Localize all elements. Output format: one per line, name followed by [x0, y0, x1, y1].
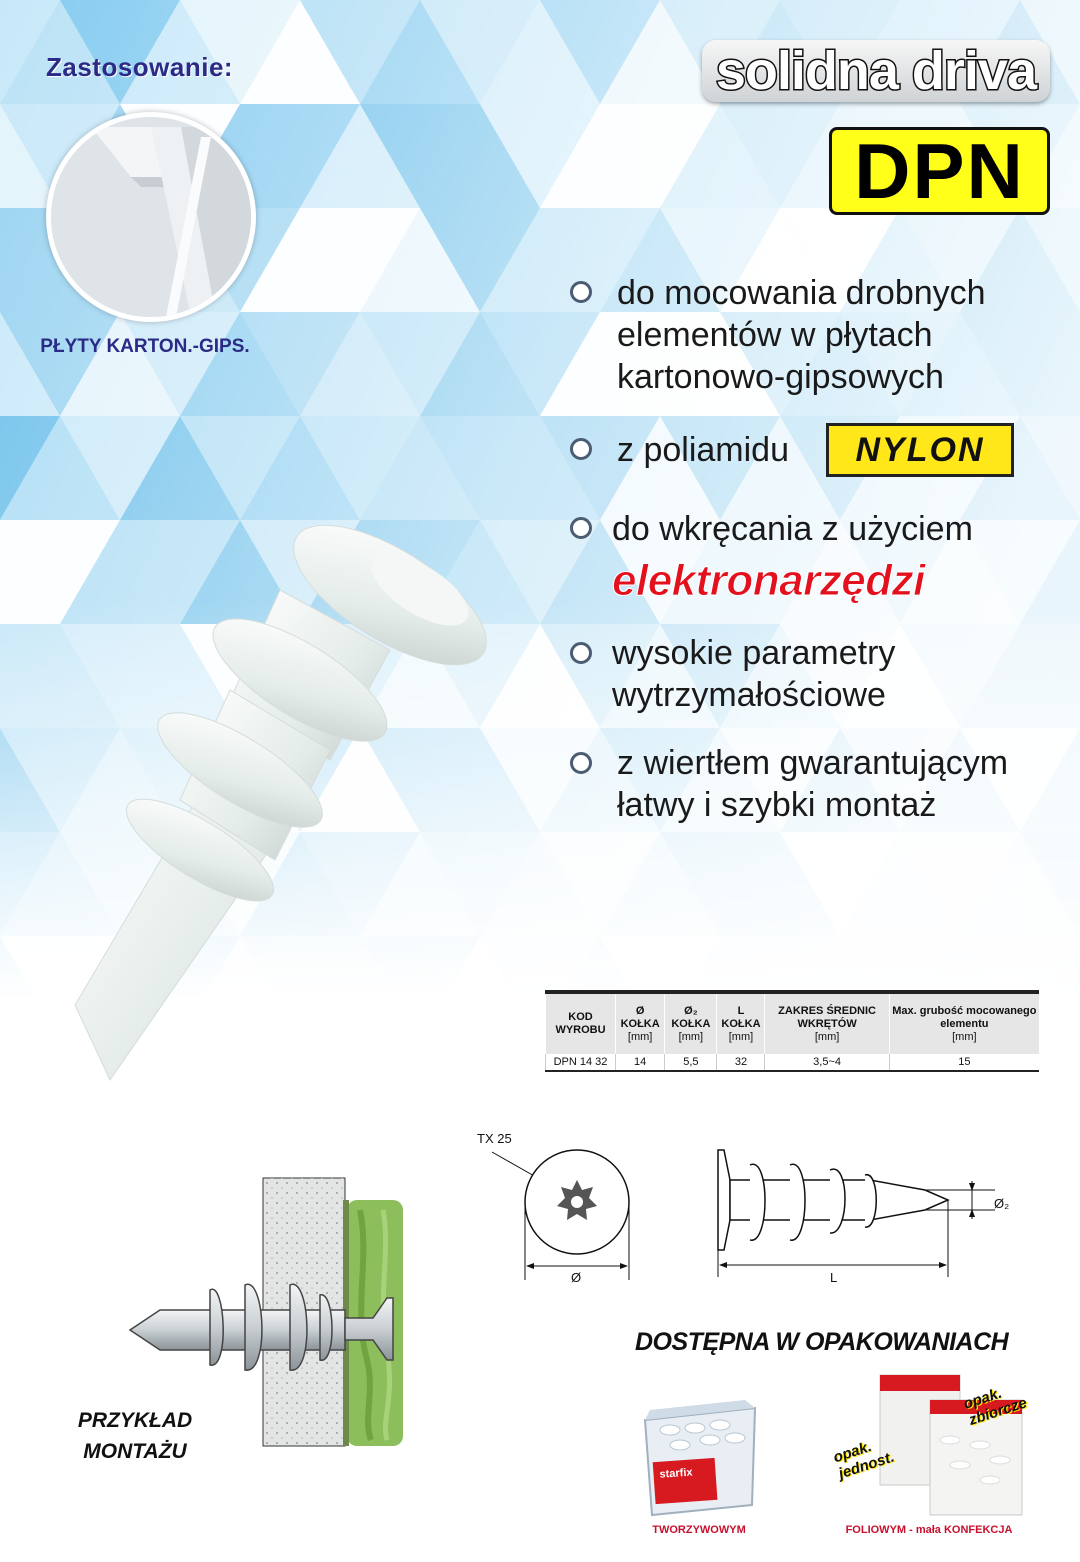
- anchor-product-image: [60, 500, 490, 1100]
- plastic-box-image: [640, 1400, 760, 1518]
- product-code: DPN: [829, 127, 1050, 215]
- box-brand-text: starfix: [659, 1466, 693, 1481]
- spec-table: [545, 990, 1039, 1072]
- feature-1: do mocowania drobnych elementów w płytach kartonowo-gipsowych: [617, 274, 986, 396]
- table-cell: 5,5: [665, 1054, 717, 1071]
- table-cell: 3,5~4: [765, 1054, 889, 1071]
- drive-type-label: TX 25: [477, 1131, 512, 1146]
- spec-header-1: Ø KOŁKA [mm]: [616, 992, 665, 1054]
- feature-4: wysokie parametry wytrzymałościowe: [612, 634, 896, 714]
- spec-header-2: Ø₂ KOŁKA [mm]: [665, 992, 717, 1054]
- spec-header-3: L KOŁKA [mm]: [717, 992, 765, 1054]
- tag-bulk-pack: opak. zbiorcze: [961, 1384, 1030, 1429]
- spec-header-4: ZAKRES ŚREDNIC WKRĘTÓW [mm]: [765, 992, 889, 1054]
- caption-plastic: TWORZYWOWYM: [652, 1524, 746, 1536]
- length-label: L: [830, 1270, 838, 1285]
- feature-3-highlight: elektronarzędzi: [612, 556, 925, 605]
- feature-2: z poliamidu: [617, 431, 789, 469]
- application-heading: Zastosowanie:: [46, 52, 234, 82]
- head-view-drawing: [470, 1140, 650, 1290]
- side-view-drawing: [710, 1145, 1000, 1285]
- table-cell: 32: [717, 1054, 765, 1071]
- feature-3: do wkręcania z użyciem: [612, 510, 973, 548]
- bullet-icon: [570, 752, 592, 774]
- table-cell: 15: [889, 1054, 1039, 1071]
- bullet-icon: [570, 281, 592, 303]
- table-row: [546, 1054, 1040, 1071]
- diameter-label: Ø: [571, 1270, 582, 1285]
- drywall-image: [46, 112, 256, 322]
- brand-title: solidna driva: [702, 40, 1050, 102]
- packaging-heading: DOSTĘPNA W OPAKOWANIACH: [635, 1328, 1009, 1356]
- spec-header-0: KOD WYROBU: [546, 992, 616, 1054]
- bullet-icon: [570, 517, 592, 539]
- nylon-badge: NYLON: [826, 423, 1014, 477]
- diameter2-label: Ø₂: [994, 1196, 1010, 1211]
- spec-header-5: Max. grubość mocowanego elementu [mm]: [889, 992, 1039, 1054]
- montage-label: PRZYKŁAD MONTAŻU: [77, 1409, 193, 1463]
- bullet-icon: [570, 438, 592, 460]
- feature-5: z wiertłem gwarantującym łatwy i szybki montaż: [617, 744, 1009, 824]
- bullet-icon: [570, 642, 592, 664]
- table-cell: DPN 14 32: [546, 1054, 616, 1071]
- tag-unit-pack: opak. jednost.: [831, 1437, 897, 1483]
- caption-foil: FOLIOWYM - mała KONFEKCJA: [845, 1524, 1013, 1536]
- application-label: PŁYTY KARTON.-GIPS.: [40, 336, 250, 357]
- table-cell: 14: [616, 1054, 665, 1071]
